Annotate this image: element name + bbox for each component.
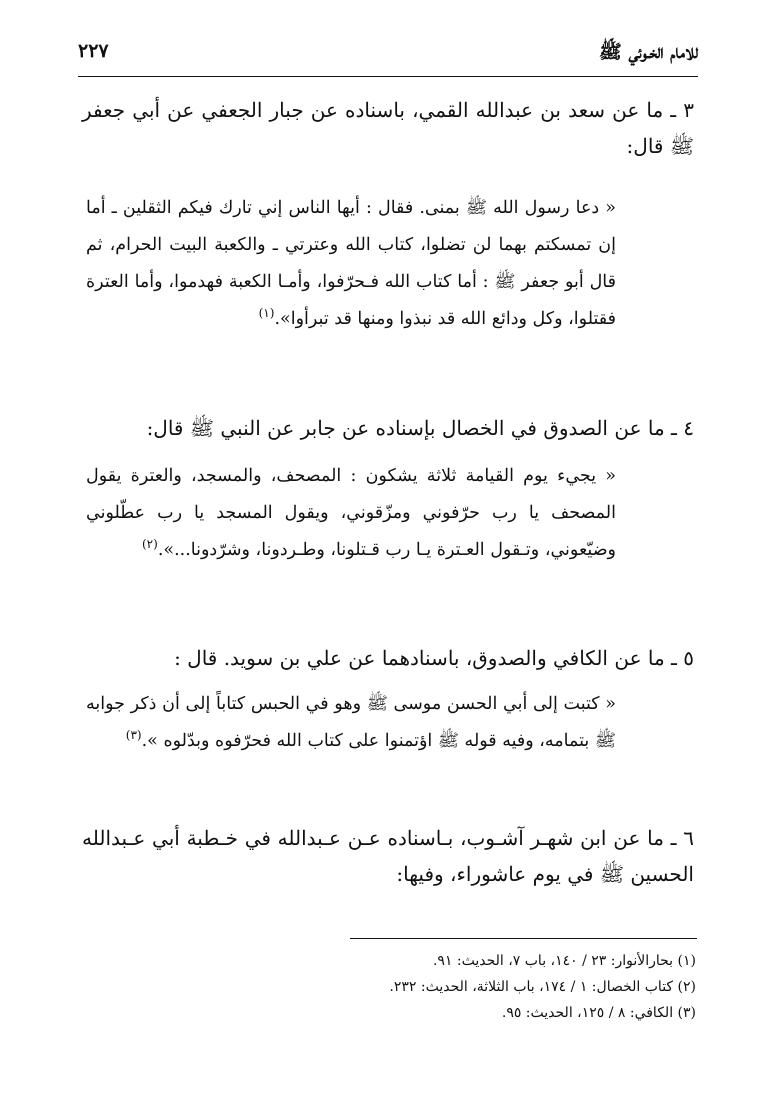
quote-4: « يجيء يوم القيامة ثلاثة يشكون : المصحف، والمسجد، والعترة يقول المصحف يا رب حرّفوني ومزّقوني، ويقول المسجد يا رب عطّلوني وضيّعوني، وتـقول العـترة يـا رب قـتلونا، وطـردونا، وشرّدونا...».$^{(٢)}$ <box>86 466 616 560</box>
narration-5: ٥ ـ ما عن الكافي والصدوق، باسنادهما عن علي بن سويد. قال : <box>174 646 694 670</box>
footnote-3: (٣) الكافي: ٨ / ١٢٥، الحديث: ٩٥. <box>501 1005 696 1021</box>
running-title: للامام الخـوئي ﷺ <box>598 41 698 63</box>
quote-5: « كتبت إلى أبي الحسن موسى ﷺ وهو في الحبس كتاباً إلى أن ذكر جوابه ﷺ بتمامه، وفيه قوله ﷺ اؤتمنوا على كتاب الله فحرّفوه وبدّلوه ».$^{(٣)}$ <box>86 694 616 751</box>
header-rule <box>78 76 698 77</box>
footnote-ref-1: (١) <box>258 306 275 321</box>
page-number: ٢٢٧ <box>78 40 109 62</box>
footnote-rule <box>350 938 697 939</box>
page-header <box>78 40 698 70</box>
narration-4: ٤ ـ ما عن الصدوق في الخصال بإسناده عن جابر عن النبي ﷺ قال: <box>146 416 694 440</box>
narration-6: ٦ ـ ما عن ابن شهـر آشـوب، بـاسناده عـن عـبدالله في خـطبة أبي عـبدالله الحسين ﷺ في يوم عاشوراء، وفيها: <box>82 826 694 886</box>
footnotes <box>76 948 696 1026</box>
quote-3: « دعا رسول الله ﷺ بمنى. فقال : أيها الناس إني تارك فيكم الثقلين ـ أما إن تمسكتم بهما لن تضلوا، كتاب الله وعترتي ـ والكعبة البيت الحرام، ثم قال أبو جعفر ﷺ : أما كتاب الله فـحرّفوا، وأمـا الكعبة فهدموا، وأما العترة فقتلوا، وكل ودائع الله قد نبذوا ومنها قد تبرأوا».$^{(١)}$ <box>86 198 616 329</box>
honorific-symbol: ﷺ <box>598 41 622 63</box>
narration-3: ٣ ـ ما عن سعد بن عبدالله القمي، باسناده عن جبار الجعفي عن أبي جعفر ﷺ قال: <box>82 98 694 158</box>
footnote-2: (٢) كتاب الخصال: ١ / ١٧٤، باب الثلاثة، الحديث: ٢٣٢. <box>389 979 696 995</box>
footnote-1: (١) بحارالأنوار: ٢٣ / ١٤٠، باب ٧، الحديث: ٩١. <box>432 953 696 969</box>
footnote-ref-3: (٣) <box>125 728 142 743</box>
footnote-ref-2: (٢) <box>141 537 158 552</box>
